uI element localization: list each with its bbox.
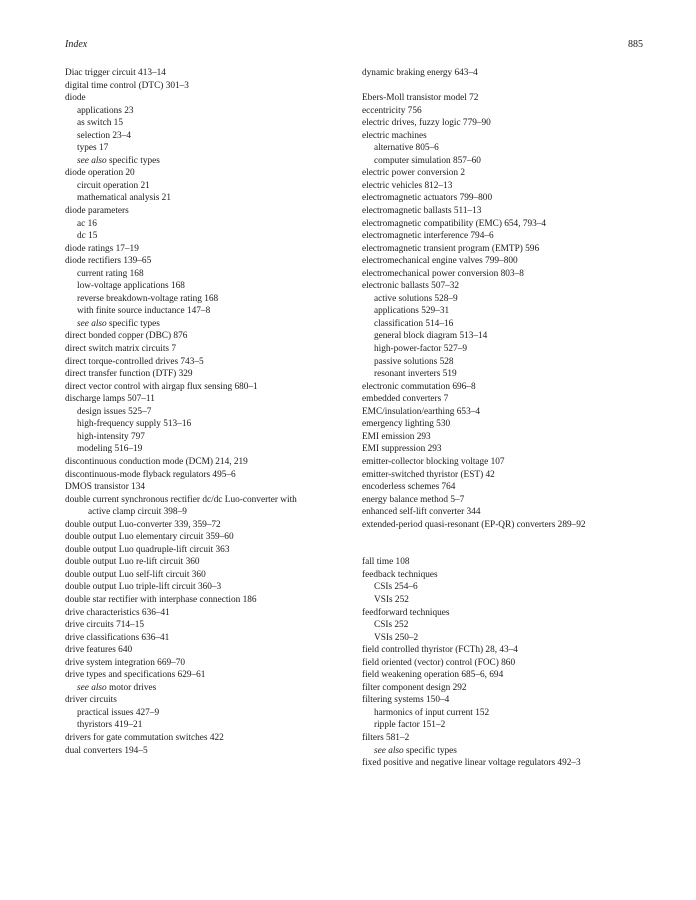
index-subentry: [65, 443, 365, 456]
index-entry-text: electromagnetic transient program (EMTP) 596: [362, 243, 540, 254]
index-entry-text: drivers for gate commutation switches 422: [65, 732, 224, 743]
index-entry-text: dual converters 194–5: [65, 745, 148, 756]
index-entry-text: applications 23: [77, 105, 134, 116]
index-entry-text: discharge lamps 507–11: [65, 394, 155, 405]
index-entry: [362, 67, 652, 80]
index-entry-text: double current synchronous rectifier dc/dc Luo-converter with: [65, 494, 297, 505]
index-entry-text: high-frequency supply 513–16: [77, 419, 192, 430]
index-entry-text: Ebers-Moll transistor model 72: [362, 93, 479, 104]
index-entry-text: electromagnetic actuators 799–800: [362, 193, 493, 204]
see-also-label: see also: [374, 745, 404, 756]
index-entry: [362, 393, 652, 406]
index-subentry: [362, 707, 652, 720]
index-subentry: [65, 155, 365, 168]
index-subentry: [65, 305, 365, 318]
index-entry-text: energy balance method 5–7: [362, 494, 465, 505]
index-entry-text: dc 15: [77, 231, 98, 242]
index-entry: [362, 443, 652, 456]
index-entry-text: harmonics of input current 152: [374, 707, 490, 718]
index-entry: [362, 456, 652, 469]
see-also-label: see also: [77, 318, 107, 329]
index-entry: [362, 569, 652, 582]
index-entry: [362, 180, 652, 193]
index-entry: [65, 92, 365, 105]
index-subentry: [65, 142, 365, 155]
index-entry: [65, 343, 365, 356]
index-subentry: [65, 431, 365, 444]
index-entry: [65, 67, 365, 80]
index-entry: [362, 381, 652, 394]
index-entry-text: classification 514–16: [374, 318, 454, 329]
index-entry: [362, 506, 652, 519]
index-entry: [362, 255, 652, 268]
index-entry: [362, 105, 652, 118]
index-entry-text: modeling 516–19: [77, 444, 143, 455]
index-entry-text: selection 23–4: [77, 130, 131, 141]
index-entry-text: double star rectifier with interphase connection 186: [65, 594, 257, 605]
index-entry: [362, 431, 652, 444]
index-entry-text: electric drives, fuzzy logic 779–90: [362, 118, 491, 129]
index-entry-text: direct bonded copper (DBC) 876: [65, 331, 188, 342]
index-entry: [65, 481, 365, 494]
index-entry: [362, 694, 652, 707]
index-spacer: [362, 544, 652, 557]
index-entry-text: filters 581–2: [362, 732, 410, 743]
index-entry-text: drive classifications 636–41: [65, 632, 170, 643]
index-entry-text: resonant inverters 519: [374, 369, 457, 380]
index-entry: [65, 594, 365, 607]
index-subentry: [362, 142, 652, 155]
index-entry-text: reverse breakdown-voltage rating 168: [77, 293, 219, 304]
index-entry-text: driver circuits: [65, 695, 117, 706]
index-entry-text: ac 16: [77, 218, 97, 229]
index-subentry: [65, 105, 365, 118]
index-entry: [362, 494, 652, 507]
index-subentry: [362, 619, 652, 632]
index-entry: [362, 117, 652, 130]
index-subentry: [65, 268, 365, 281]
index-entry-text: thyristors 419–21: [77, 720, 143, 731]
index-entry-text: electromechanical power conversion 803–8: [362, 268, 524, 279]
index-entry-text: diode: [65, 93, 86, 104]
index-entry-text: electromagnetic ballasts 511–13: [362, 206, 482, 217]
index-entry: [362, 406, 652, 419]
index-entry: [65, 531, 365, 544]
index-entry: [65, 330, 365, 343]
index-entry: [362, 644, 652, 657]
index-entry: [65, 456, 365, 469]
index-entry: [65, 732, 365, 745]
index-entry: [65, 581, 365, 594]
index-entry-text: direct torque-controlled drives 743–5: [65, 356, 204, 367]
index-entry: [65, 669, 365, 682]
index-subentry: [65, 117, 365, 130]
index-entry-text: drive characteristics 636–41: [65, 607, 170, 618]
index-entry: [65, 644, 365, 657]
index-entry-text: computer simulation 857–60: [374, 155, 481, 166]
index-entry-text: high-power-factor 527–9: [374, 344, 468, 355]
index-subentry: [362, 343, 652, 356]
index-entry: [65, 393, 365, 406]
index-subentry: [65, 406, 365, 419]
index-entry-text: electromechanical engine valves 799–800: [362, 256, 518, 267]
index-entry-text: EMI suppression 293: [362, 444, 442, 455]
index-entry-text: diode operation 20: [65, 168, 135, 179]
index-entry: [65, 519, 365, 532]
index-entry: [362, 280, 652, 293]
index-entry: [65, 243, 365, 256]
index-entry: [362, 130, 652, 143]
index-subentry: [362, 356, 652, 369]
index-entry: [362, 418, 652, 431]
index-entry-text: CSIs 252: [374, 620, 409, 631]
index-entry-text: DMOS transistor 134: [65, 482, 146, 493]
index-entry-text: practical issues 427–9: [77, 707, 160, 718]
index-subentry: [65, 707, 365, 720]
index-entry-text: with finite source inductance 147–8: [77, 306, 211, 317]
index-entry: [65, 80, 365, 93]
index-entry-text: digital time control (DTC) 301–3: [65, 80, 189, 91]
index-entry: [362, 657, 652, 670]
index-entry-text: specific types: [106, 318, 160, 329]
index-entry: [65, 544, 365, 557]
index-entry: [362, 556, 652, 569]
index-entry-text: design issues 525–7: [77, 406, 152, 417]
index-subentry: [65, 719, 365, 732]
index-subentry: [362, 581, 652, 594]
index-subentry: [362, 632, 652, 645]
index-entry-text: electric power conversion 2: [362, 168, 465, 179]
index-entry: [65, 356, 365, 369]
index-entry-text: electromagnetic compatibility (EMC) 654, 793–4: [362, 218, 547, 229]
index-subentry: [362, 368, 652, 381]
index-entry-text: Diac trigger circuit 413–14: [65, 68, 166, 78]
index-entry-text: diode rectifiers 139–65: [65, 256, 152, 267]
index-entry-text: circuit operation 21: [77, 180, 150, 191]
index-entry-text: EMC/insulation/earthing 653–4: [362, 406, 481, 417]
index-entry-text: high-intensity 797: [77, 431, 145, 442]
index-entry: [362, 669, 652, 682]
index-entry-text: electronic commutation 696–8: [362, 381, 476, 392]
index-entry: [362, 230, 652, 243]
index-subentry: [65, 218, 365, 231]
index-entry-text: discontinuous conduction mode (DCM) 214, 219: [65, 456, 248, 467]
index-entry-text: CSIs 254–6: [374, 582, 418, 593]
index-entry-text: dynamic braking energy 643–4: [362, 68, 478, 78]
index-entry: [65, 381, 365, 394]
index-entry-text: diode ratings 17–19: [65, 243, 139, 254]
index-entry-text: field oriented (vector) control (FOC) 860: [362, 657, 516, 668]
index-entry-continuation: [65, 506, 365, 519]
index-entry-text: diode parameters: [65, 206, 129, 217]
index-entry-text: motor drives: [106, 682, 157, 693]
index-subentry: [65, 192, 365, 205]
index-entry: [362, 192, 652, 205]
index-entry-text: applications 529–31: [374, 306, 450, 317]
index-entry-text: electric vehicles 812–13: [362, 180, 453, 191]
index-entry: [65, 619, 365, 632]
index-entry: [65, 569, 365, 582]
index-entry: [362, 732, 652, 745]
index-entry-text: emergency lighting 530: [362, 419, 451, 430]
index-subentry: [65, 318, 365, 331]
index-entry-text: active solutions 528–9: [374, 293, 458, 304]
index-entry: [65, 368, 365, 381]
index-entry: [65, 205, 365, 218]
index-subentry: [65, 130, 365, 143]
index-entry-text: fall time 108: [362, 557, 410, 568]
index-spacer: [362, 80, 652, 93]
index-entry-text: specific types: [106, 155, 160, 166]
index-entry-text: fixed positive and negative linear voltage regulators 492–3: [362, 758, 581, 769]
index-entry-text: eccentricity 756: [362, 105, 422, 116]
index-entry-text: low-voltage applications 168: [77, 281, 185, 292]
index-subentry: [362, 594, 652, 607]
see-also-label: see also: [77, 682, 107, 693]
index-entry-text: drive circuits 714–15: [65, 620, 145, 631]
index-subentry: [362, 330, 652, 343]
index-entry-text: extended-period quasi-resonant (EP-QR) converters 289–92: [362, 519, 586, 530]
index-entry-text: VSIs 252: [374, 594, 409, 605]
index-entry: [362, 92, 652, 105]
index-entry-text: emitter-switched thyristor (EST) 42: [362, 469, 495, 480]
index-subentry: [362, 719, 652, 732]
index-entry: [362, 218, 652, 231]
index-entry: [65, 556, 365, 569]
index-entry-text: passive solutions 528: [374, 356, 454, 367]
index-entry-text: mathematical analysis 21: [77, 193, 171, 204]
index-subentry: [65, 230, 365, 243]
index-subentry: [65, 180, 365, 193]
index-entry-text: direct vector control with airgap flux sensing 680–1: [65, 381, 258, 392]
index-entry-text: double output Luo elementary circuit 359–60: [65, 532, 234, 543]
index-entry-text: double output Luo-converter 339, 359–72: [65, 519, 221, 530]
index-entry: [65, 745, 365, 758]
index-entry-text: as switch 15: [77, 118, 123, 129]
index-entry-text: alternative 805–6: [374, 143, 439, 154]
index-subentry: [362, 305, 652, 318]
index-column-left: [65, 67, 365, 757]
index-entry-text: EMI emission 293: [362, 431, 431, 442]
index-subentry: [65, 682, 365, 695]
index-entry-text: discontinuous-mode flyback regulators 495–6: [65, 469, 236, 480]
index-entry-text: direct switch matrix circuits 7: [65, 344, 177, 355]
index-entry-text: direct transfer function (DTF) 329: [65, 369, 193, 380]
index-entry: [362, 268, 652, 281]
index-entry: [362, 682, 652, 695]
index-entry-text: drive system integration 669–70: [65, 657, 186, 668]
index-entry-text: types 17: [77, 143, 109, 154]
index-entry-text: emitter-collector blocking voltage 107: [362, 456, 505, 467]
index-entry-text: field controlled thyristor (FCTh) 28, 43–4: [362, 645, 518, 656]
index-subentry: [65, 293, 365, 306]
index-entry: [65, 167, 365, 180]
index-entry: [65, 632, 365, 645]
index-entry-text: active clamp circuit 398–9: [88, 507, 187, 518]
index-spacer: [362, 531, 652, 544]
index-entry-text: general block diagram 513–14: [374, 331, 488, 342]
index-entry: [362, 469, 652, 482]
index-entry: [362, 481, 652, 494]
index-entry: [65, 494, 365, 507]
index-entry-text: double output Luo re-lift circuit 360: [65, 557, 200, 568]
page-number: 885: [628, 39, 643, 50]
index-entry-text: ripple factor 151–2: [374, 720, 446, 731]
index-entry-text: VSIs 250–2: [374, 632, 419, 643]
index-entry: [362, 205, 652, 218]
index-entry-text: current rating 168: [77, 268, 144, 279]
running-header-section: Index: [65, 39, 88, 50]
index-entry-text: encoderless schemes 764: [362, 482, 456, 493]
see-also-label: see also: [77, 155, 107, 166]
index-entry-text: feedback techniques: [362, 569, 438, 580]
index-entry: [65, 255, 365, 268]
index-subentry: [362, 293, 652, 306]
index-entry-text: electric machines: [362, 130, 427, 141]
index-entry: [362, 519, 652, 532]
index-column-right: [362, 67, 652, 770]
index-entry: [65, 694, 365, 707]
index-subentry: [362, 318, 652, 331]
index-subentry: [65, 280, 365, 293]
index-entry-text: electromagnetic interference 794–6: [362, 231, 494, 242]
index-entry-text: field weakening operation 685–6, 694: [362, 670, 504, 681]
index-entry: [362, 243, 652, 256]
index-subentry: [362, 155, 652, 168]
index-entry-text: enhanced self-lift converter 344: [362, 507, 481, 518]
index-entry: [65, 469, 365, 482]
index-entry-text: filtering systems 150–4: [362, 695, 450, 706]
index-entry-text: double output Luo triple-lift circuit 360–3: [65, 582, 222, 593]
index-entry-text: feedforward techniques: [362, 607, 450, 618]
index-entry: [65, 607, 365, 620]
index-entry-text: specific types: [403, 745, 457, 756]
index-entry-text: drive types and specifications 629–61: [65, 670, 206, 681]
index-subentry: [65, 418, 365, 431]
index-entry-text: drive features 640: [65, 645, 133, 656]
index-entry: [362, 757, 652, 770]
index-entry: [362, 167, 652, 180]
index-subentry: [362, 745, 652, 758]
index-entry: [65, 657, 365, 670]
index-entry-text: embedded converters 7: [362, 394, 449, 405]
index-entry: [362, 607, 652, 620]
index-entry-text: electronic ballasts 507–32: [362, 281, 460, 292]
index-entry-text: double output Luo self-lift circuit 360: [65, 569, 206, 580]
index-entry-text: double output Luo quadruple-lift circuit 363: [65, 544, 230, 555]
index-entry-text: filter component design 292: [362, 682, 467, 693]
